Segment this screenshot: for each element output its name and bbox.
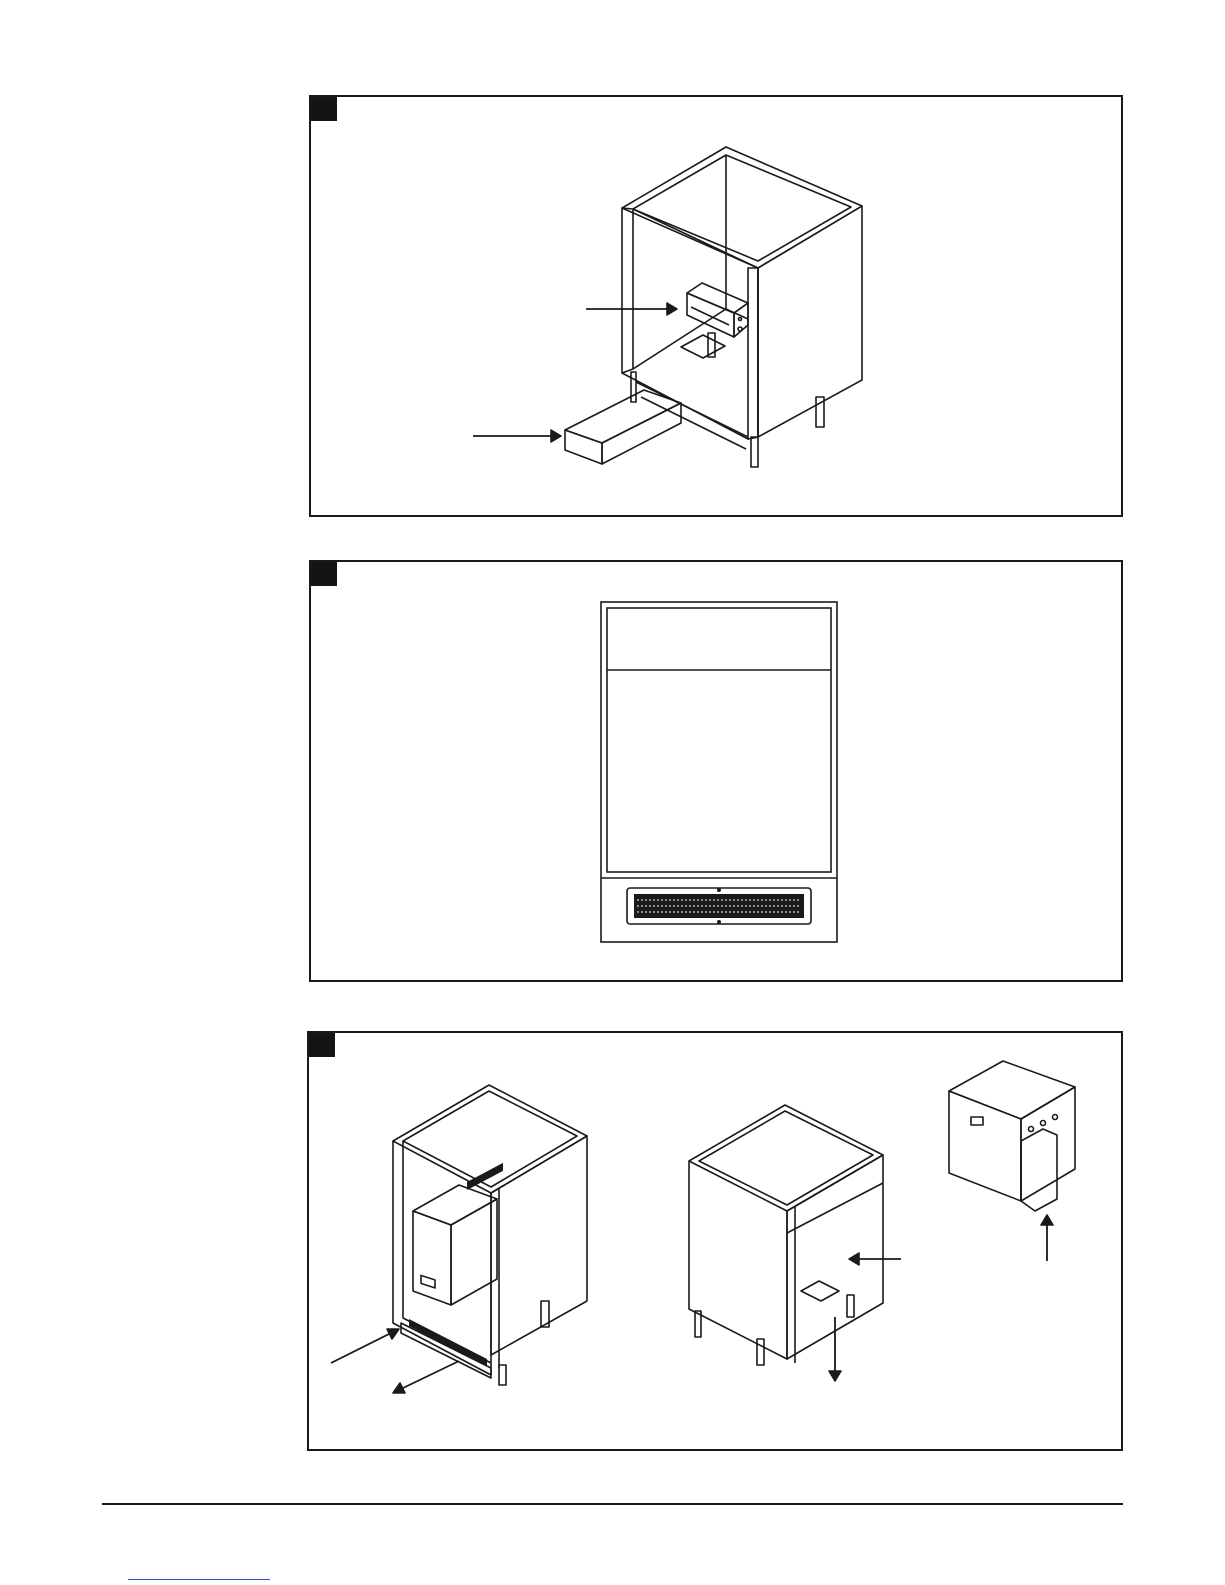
figure-1-cabinet-drawing: [311, 97, 1125, 519]
figure-3-installation-drawing: [309, 1033, 1125, 1453]
figure-2-front-panel-drawing: [311, 562, 1125, 984]
footer-rule: [102, 1503, 1123, 1505]
figure-2: [309, 560, 1123, 982]
figure-1: [309, 95, 1123, 517]
footer-link-underline[interactable]: [128, 1579, 270, 1580]
figure-3: [307, 1031, 1123, 1451]
